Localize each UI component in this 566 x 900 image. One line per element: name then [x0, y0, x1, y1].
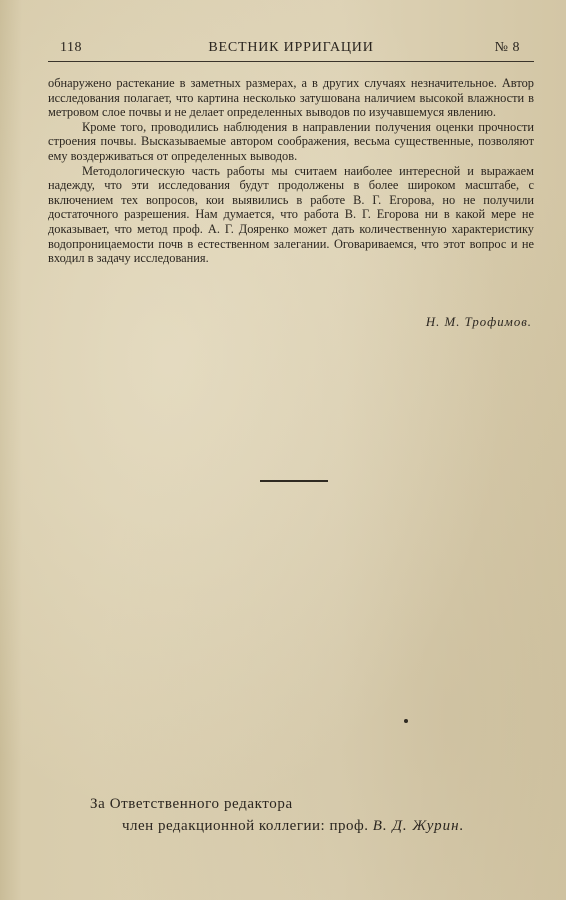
page-header [48, 40, 534, 60]
section-divider [260, 480, 328, 482]
editor-credit-line2 [122, 818, 464, 835]
paragraph-3: Методологическую часть работы мы считаем наиболее интересной и выражаем надежду, что эти исследования будут продолжены в более широком масштабе, с включением тех вопросов, кои выявились в работе В. Г. Егорова, но не получили достаточного разрешения. Нам думается, что работа В. Г. Егорова ни в какой мере не доказывает, что метод проф. А. Г. Дояренко может дать количественную характеристику водопроницаемости почв в естественном залегании. Оговариваемся, что этот вопрос и не входил в задачу исследования. [48, 163, 534, 266]
paragraph-2: Кроме того, проводились наблюдения в направлении получения оценки прочности строения почвы. Высказываемые автором соображения, весьма существенные, позволяют ему воздерживаться от определенных выводов. [48, 119, 534, 163]
ink-spot [404, 719, 408, 723]
header-rule [48, 61, 534, 62]
article-body [48, 76, 534, 266]
paragraph-1: обнаружено растекание в заметных размерах, а в других случаях незначительное. Автор исследования полагает, что картина несколько затушована наличием высокой влажности в метровом слое почвы и не делает определенных выводов по изучавшемуся явлению. [48, 76, 534, 120]
page-number: 118 [60, 40, 82, 55]
author-signature: Н. М. Трофимов. [425, 315, 532, 329]
journal-title: ВЕСТНИК ИРРИГАЦИИ [208, 40, 374, 55]
editor-credit-line1: За Ответственного редактора [90, 796, 293, 812]
editor-role: член редакционной коллегии: проф. [122, 818, 369, 834]
issue-number: № 8 [494, 40, 520, 55]
editor-name: В. Д. Журин. [372, 818, 465, 834]
